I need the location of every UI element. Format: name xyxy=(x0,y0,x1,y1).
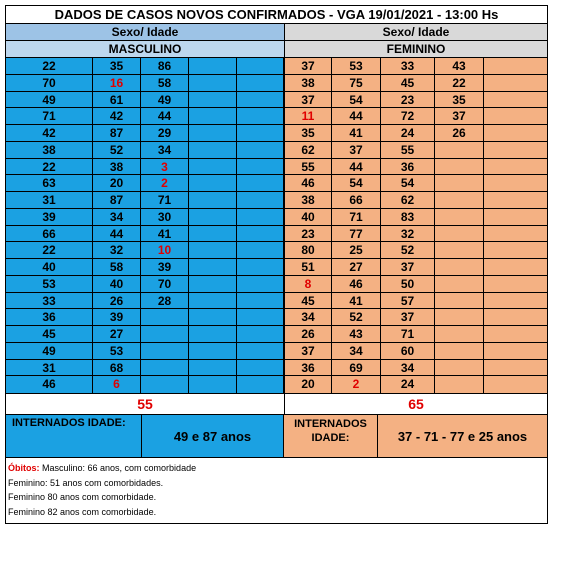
feminino-age-cell: 44 xyxy=(332,108,380,125)
masculino-age-cell xyxy=(189,226,236,243)
feminino-age-cell: 8 xyxy=(285,276,331,293)
internados-label-masculino: INTERNADOS IDADE: xyxy=(6,415,142,457)
feminino-age-cell: 24 xyxy=(381,125,434,142)
report-title: DADOS DE CASOS NOVOS CONFIRMADOS - VGA 19/01/2021 - 13:00 Hs xyxy=(6,6,547,24)
masculino-age-cell xyxy=(189,360,236,377)
masculino-age-cell xyxy=(237,293,283,310)
masculino-age-cell xyxy=(189,92,236,109)
feminino-age-cell xyxy=(484,175,547,192)
feminino-col-5 xyxy=(484,58,547,393)
masculino-age-cell: 39 xyxy=(6,209,92,226)
masculino-sex-age-header: Sexo/ Idade xyxy=(6,24,285,41)
feminino-age-cell xyxy=(435,309,483,326)
feminino-col-2 xyxy=(332,58,381,393)
masculino-age-cell: 29 xyxy=(141,125,188,142)
feminino-age-cell: 32 xyxy=(381,226,434,243)
feminino-age-cell xyxy=(484,142,547,159)
masculino-age-cell xyxy=(189,125,236,142)
feminino-age-cell: 33 xyxy=(381,58,434,75)
feminino-age-cell xyxy=(484,209,547,226)
feminino-age-cell xyxy=(435,326,483,343)
feminino-header: FEMININO xyxy=(285,41,547,58)
masculino-age-cell xyxy=(189,58,236,75)
masculino-age-cell xyxy=(237,209,283,226)
obitos-text-1: Masculino: 66 anos, com comorbidade xyxy=(39,463,197,473)
masculino-age-cell xyxy=(141,326,188,343)
masculino-age-cell xyxy=(189,242,236,259)
masculino-age-cell xyxy=(237,75,283,92)
masculino-age-cell: 35 xyxy=(93,58,140,75)
masculino-age-cell: 26 xyxy=(93,293,140,310)
masculino-age-cell xyxy=(237,175,283,192)
masculino-age-cell: 40 xyxy=(93,276,140,293)
feminino-age-cell: 46 xyxy=(285,175,331,192)
feminino-age-cell: 37 xyxy=(285,58,331,75)
feminino-age-cell: 26 xyxy=(435,125,483,142)
masculino-age-cell: 31 xyxy=(6,360,92,377)
masculino-age-cell xyxy=(237,309,283,326)
case-report-sheet xyxy=(5,5,548,524)
masculino-age-cell xyxy=(237,108,283,125)
masculino-age-cell: 58 xyxy=(141,75,188,92)
feminino-age-cell xyxy=(435,142,483,159)
masculino-age-cell: 22 xyxy=(6,159,92,176)
masculino-age-cell: 33 xyxy=(6,293,92,310)
masculino-age-cell: 53 xyxy=(6,276,92,293)
feminino-age-cell xyxy=(484,192,547,209)
feminino-age-cell: 23 xyxy=(381,92,434,109)
feminino-age-cell: 57 xyxy=(381,293,434,310)
feminino-age-cell xyxy=(484,309,547,326)
feminino-age-cell: 54 xyxy=(332,175,380,192)
masculino-age-cell xyxy=(189,159,236,176)
masculino-age-cell xyxy=(237,125,283,142)
masculino-age-cell xyxy=(189,209,236,226)
masculino-age-cell: 22 xyxy=(6,58,92,75)
masculino-age-cell xyxy=(189,142,236,159)
internados-ages-feminino: 37 - 71 - 77 e 25 anos xyxy=(378,415,547,457)
masculino-age-cell xyxy=(237,142,283,159)
masculino-age-cell: 38 xyxy=(93,159,140,176)
feminino-age-cell xyxy=(484,92,547,109)
feminino-age-cell: 55 xyxy=(285,159,331,176)
feminino-age-cell: 62 xyxy=(381,192,434,209)
internados-label-feminino-line1: INTERNADOS xyxy=(294,418,367,430)
feminino-age-cell: 35 xyxy=(285,125,331,142)
feminino-age-cell: 36 xyxy=(381,159,434,176)
feminino-age-cell: 37 xyxy=(285,343,331,360)
feminino-age-cell xyxy=(435,242,483,259)
feminino-age-cell: 71 xyxy=(332,209,380,226)
masculino-age-cell: 71 xyxy=(141,192,188,209)
masculino-age-cell xyxy=(189,276,236,293)
masculino-age-cell: 46 xyxy=(42,377,56,392)
masculino-age-cell: 2 xyxy=(141,175,188,192)
masculino-col-4 xyxy=(189,58,237,393)
feminino-age-cell xyxy=(484,226,547,243)
feminino-age-cell: 38 xyxy=(285,192,331,209)
feminino-age-cell: 55 xyxy=(381,142,434,159)
feminino-age-cell xyxy=(435,376,483,393)
obitos-section xyxy=(6,458,547,523)
masculino-age-cell: 68 xyxy=(93,360,140,377)
masculino-age-cell xyxy=(237,259,283,276)
obitos-line-1 xyxy=(8,461,545,476)
masculino-age-cell: 63 xyxy=(6,175,92,192)
masculino-age-cell: 61 xyxy=(93,92,140,109)
feminino-age-cell: 24 xyxy=(400,377,415,392)
masculino-age-cell xyxy=(189,343,236,360)
feminino-age-cell xyxy=(484,259,547,276)
feminino-age-cell: 37 xyxy=(435,108,483,125)
masculino-age-cell: 10 xyxy=(141,242,188,259)
feminino-age-cell: 45 xyxy=(381,75,434,92)
masculino-age-cell xyxy=(189,108,236,125)
feminino-age-cell: 35 xyxy=(435,92,483,109)
feminino-age-cell xyxy=(435,192,483,209)
feminino-age-cell xyxy=(484,108,547,125)
masculino-age-cell xyxy=(141,309,188,326)
masculino-age-cell: 49 xyxy=(141,92,188,109)
feminino-age-cell xyxy=(484,159,547,176)
masculino-age-cell xyxy=(189,376,236,393)
masculino-age-cell: 86 xyxy=(141,58,188,75)
masculino-age-cell: 87 xyxy=(93,192,140,209)
feminino-age-cell xyxy=(435,226,483,243)
masculino-age-cell: 53 xyxy=(93,343,140,360)
feminino-age-cell xyxy=(435,259,483,276)
internados-label-feminino-line2: IDADE: xyxy=(311,432,350,444)
masculino-age-cell xyxy=(237,242,283,259)
feminino-age-cell: 50 xyxy=(381,276,434,293)
feminino-age-cell: 53 xyxy=(332,58,380,75)
feminino-age-cell xyxy=(435,343,483,360)
masculino-age-cell: 6 xyxy=(113,377,120,392)
masculino-age-cell: 58 xyxy=(93,259,140,276)
masculino-ages xyxy=(6,58,285,393)
masculino-age-cell: 71 xyxy=(6,108,92,125)
feminino-age-cell: 44 xyxy=(332,159,380,176)
ages-grid xyxy=(6,58,547,394)
masculino-age-cell: 27 xyxy=(93,326,140,343)
feminino-age-cell: 80 xyxy=(285,242,331,259)
feminino-age-cell xyxy=(484,326,547,343)
feminino-age-cell xyxy=(484,276,547,293)
feminino-age-cell xyxy=(435,293,483,310)
masculino-age-cell: 34 xyxy=(141,142,188,159)
masculino-age-cell: 41 xyxy=(141,226,188,243)
masculino-age-cell xyxy=(189,293,236,310)
masculino-age-cell xyxy=(189,75,236,92)
masculino-age-cell xyxy=(237,276,283,293)
masculino-age-cell xyxy=(237,159,283,176)
feminino-col-3 xyxy=(381,58,435,393)
masculino-age-cell xyxy=(237,192,283,209)
masculino-age-cell xyxy=(141,376,188,393)
masculino-age-cell: 44 xyxy=(93,226,140,243)
feminino-age-cell: 45 xyxy=(285,293,331,310)
masculino-age-cell xyxy=(237,58,283,75)
feminino-age-cell: 43 xyxy=(332,326,380,343)
feminino-age-cell: 83 xyxy=(381,209,434,226)
feminino-age-cell: 77 xyxy=(332,226,380,243)
feminino-age-cell: 54 xyxy=(332,92,380,109)
feminino-age-cell: 37 xyxy=(381,259,434,276)
feminino-age-cell: 11 xyxy=(285,108,331,125)
feminino-age-cell: 34 xyxy=(381,360,434,377)
feminino-age-cell: 52 xyxy=(332,309,380,326)
masculino-age-cell: 39 xyxy=(141,259,188,276)
obitos-line-2: Feminino: 51 anos com comorbidades. xyxy=(8,477,164,488)
obitos-line-4: Feminino 82 anos com comorbidade. xyxy=(8,506,157,517)
masculino-age-cell xyxy=(237,326,283,343)
feminino-age-cell: 46 xyxy=(332,276,380,293)
masculino-col-1 xyxy=(6,58,93,393)
masculino-age-cell: 52 xyxy=(93,142,140,159)
masculino-age-cell: 28 xyxy=(141,293,188,310)
feminino-age-cell: 62 xyxy=(285,142,331,159)
masculino-age-cell: 66 xyxy=(6,226,92,243)
masculino-age-cell: 16 xyxy=(93,75,140,92)
feminino-age-cell: 43 xyxy=(435,58,483,75)
obitos-label: Óbitos: xyxy=(8,463,40,473)
masculino-age-cell xyxy=(189,192,236,209)
feminino-age-cell: 41 xyxy=(332,293,380,310)
masculino-age-cell: 40 xyxy=(6,259,92,276)
masculino-age-cell xyxy=(237,360,283,377)
masculino-age-cell xyxy=(237,226,283,243)
masculino-header: MASCULINO xyxy=(6,41,285,58)
feminino-col-1 xyxy=(285,58,332,393)
feminino-age-cell xyxy=(484,343,547,360)
feminino-age-cell: 41 xyxy=(332,125,380,142)
masculino-col-3 xyxy=(141,58,189,393)
feminino-age-cell: 52 xyxy=(381,242,434,259)
feminino-age-cell xyxy=(484,293,547,310)
feminino-age-cell: 22 xyxy=(435,75,483,92)
feminino-age-cell: 23 xyxy=(285,226,331,243)
masculino-age-cell: 36 xyxy=(6,309,92,326)
feminino-age-cell: 34 xyxy=(332,343,380,360)
feminino-age-cell xyxy=(484,58,547,75)
feminino-age-cell xyxy=(435,209,483,226)
feminino-age-cell xyxy=(484,376,547,393)
feminino-age-cell: 72 xyxy=(381,108,434,125)
masculino-age-cell: 30 xyxy=(141,209,188,226)
feminino-age-cell: 71 xyxy=(381,326,434,343)
feminino-age-cell: 51 xyxy=(285,259,331,276)
masculino-age-cell: 87 xyxy=(93,125,140,142)
feminino-age-cell: 66 xyxy=(332,192,380,209)
masculino-age-cell: 31 xyxy=(6,192,92,209)
feminino-age-cell: 75 xyxy=(332,75,380,92)
feminino-sex-age-header: Sexo/ Idade xyxy=(285,24,547,41)
feminino-age-cell: 34 xyxy=(285,309,331,326)
feminino-age-cell: 36 xyxy=(285,360,331,377)
masculino-age-cell xyxy=(141,360,188,377)
feminino-age-cell xyxy=(435,175,483,192)
masculino-age-cell xyxy=(189,326,236,343)
obitos-line-3: Feminino 80 anos com comorbidade. xyxy=(8,492,157,502)
masculino-age-cell: 39 xyxy=(93,309,140,326)
masculino-age-cell: 49 xyxy=(6,343,92,360)
masculino-age-cell: 42 xyxy=(6,125,92,142)
masculino-age-cell xyxy=(189,259,236,276)
feminino-age-cell: 2 xyxy=(352,377,360,392)
internados-label-feminino xyxy=(284,415,378,457)
feminino-age-cell: 27 xyxy=(332,259,380,276)
masculino-age-cell xyxy=(141,343,188,360)
feminino-ages xyxy=(285,58,547,393)
feminino-age-cell xyxy=(484,125,547,142)
feminino-age-cell xyxy=(484,360,547,377)
feminino-age-cell xyxy=(435,360,483,377)
feminino-age-cell: 25 xyxy=(332,242,380,259)
masculino-age-cell: 45 xyxy=(6,326,92,343)
masculino-age-cell xyxy=(237,92,283,109)
feminino-age-cell: 40 xyxy=(285,209,331,226)
masculino-age-cell: 70 xyxy=(141,276,188,293)
feminino-age-cell: 37 xyxy=(381,309,434,326)
feminino-age-cell xyxy=(484,75,547,92)
feminino-age-cell: 60 xyxy=(381,343,434,360)
masculino-total: 55 xyxy=(6,394,285,414)
masculino-age-cell: 22 xyxy=(6,242,92,259)
feminino-age-cell xyxy=(484,242,547,259)
feminino-age-cell: 54 xyxy=(381,175,434,192)
masculino-age-cell: 32 xyxy=(93,242,140,259)
feminino-age-cell: 26 xyxy=(285,326,331,343)
masculino-age-cell: 34 xyxy=(93,209,140,226)
feminino-total: 65 xyxy=(408,396,424,412)
masculino-age-cell: 70 xyxy=(6,75,92,92)
masculino-age-cell xyxy=(237,343,283,360)
masculino-age-cell: 42 xyxy=(93,108,140,125)
feminino-col-4 xyxy=(435,58,484,393)
masculino-age-cell: 3 xyxy=(141,159,188,176)
feminino-age-cell: 37 xyxy=(332,142,380,159)
masculino-age-cell: 20 xyxy=(93,175,140,192)
feminino-age-cell xyxy=(435,276,483,293)
masculino-col-2 xyxy=(93,58,141,393)
masculino-age-cell: 38 xyxy=(6,142,92,159)
masculino-age-cell xyxy=(189,309,236,326)
feminino-age-cell: 69 xyxy=(332,360,380,377)
masculino-age-cell: 44 xyxy=(141,108,188,125)
feminino-age-cell xyxy=(435,159,483,176)
masculino-col-5 xyxy=(237,58,283,393)
masculino-age-cell xyxy=(237,376,283,393)
feminino-age-cell: 38 xyxy=(285,75,331,92)
feminino-age-cell: 20 xyxy=(301,377,315,392)
masculino-age-cell: 49 xyxy=(6,92,92,109)
masculino-age-cell xyxy=(189,175,236,192)
internados-ages-masculino: 49 e 87 anos xyxy=(142,415,284,457)
feminino-age-cell: 37 xyxy=(285,92,331,109)
